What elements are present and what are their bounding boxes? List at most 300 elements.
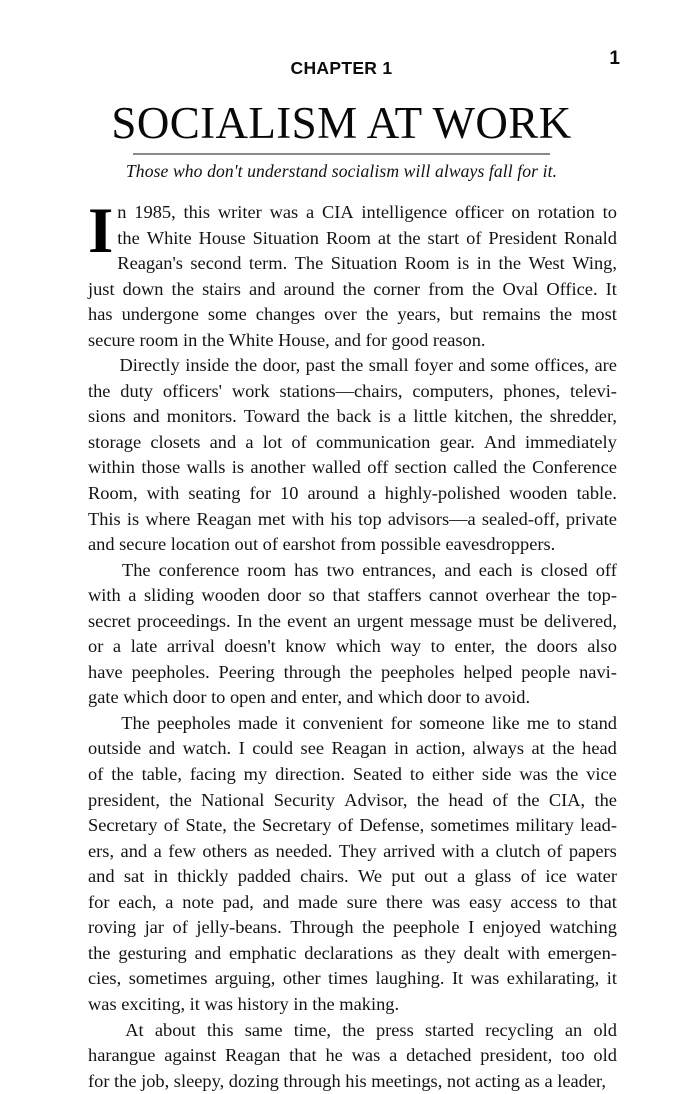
word: a — [165, 890, 173, 916]
word: at — [378, 226, 391, 252]
word: way — [390, 634, 421, 660]
word: me — [527, 711, 549, 737]
word: 10 — [280, 481, 298, 507]
word: in — [394, 736, 408, 762]
word: for — [88, 890, 109, 916]
word: around — [307, 481, 358, 507]
word: too — [561, 1043, 585, 1069]
word: in — [477, 251, 491, 277]
word: others — [202, 839, 247, 865]
word: few — [168, 839, 196, 865]
word: was — [432, 890, 461, 916]
word: is — [379, 404, 391, 430]
text-line — [88, 915, 617, 941]
word: intelligence — [361, 200, 447, 226]
word: has — [88, 302, 113, 328]
word: emergen- — [548, 941, 617, 967]
word: access — [510, 890, 557, 916]
word: White — [147, 226, 192, 252]
word: State, — [185, 813, 226, 839]
word: side — [482, 762, 512, 788]
word: through — [284, 660, 341, 686]
text-line — [88, 634, 617, 660]
word: out — [424, 864, 448, 890]
body-paragraph — [88, 711, 617, 1018]
word: the — [398, 226, 420, 252]
word: his — [330, 507, 351, 533]
word: and — [88, 864, 115, 890]
word: Directly — [119, 353, 179, 379]
word: Reagan — [196, 507, 251, 533]
word: my — [244, 762, 268, 788]
word: pad, — [223, 890, 254, 916]
word: the — [556, 762, 578, 788]
word: foyer — [414, 353, 453, 379]
word: so — [309, 583, 325, 609]
word: arrived — [383, 839, 435, 865]
word: Reagan's — [117, 251, 183, 277]
word: to — [557, 711, 571, 737]
word: direction. — [275, 762, 345, 788]
word: where — [145, 507, 190, 533]
word: sliding — [144, 583, 194, 609]
word: against — [164, 1043, 216, 1069]
word: navi- — [579, 660, 617, 686]
word: as — [254, 839, 269, 865]
word: and — [195, 941, 222, 967]
word: lot — [263, 430, 282, 456]
word: exhilarating, — [507, 966, 599, 992]
word: people — [521, 660, 570, 686]
word: CIA — [322, 200, 354, 226]
word: the — [557, 583, 579, 609]
word: a — [368, 481, 376, 507]
word: kitchen, — [454, 404, 513, 430]
word: president, — [88, 788, 160, 814]
word: was — [352, 1043, 381, 1069]
word: stations—chairs, — [279, 379, 402, 405]
word: of — [547, 839, 562, 865]
text-line: gate which door to open and enter, and which door to avoid. — [88, 685, 617, 711]
word: time, — [294, 1018, 331, 1044]
word: a — [245, 430, 253, 456]
word: this — [207, 1018, 234, 1044]
word: for — [250, 481, 271, 507]
word: Situation — [331, 251, 397, 277]
text-line — [88, 966, 617, 992]
paragraph-indent — [88, 1018, 114, 1044]
word: the — [505, 634, 527, 660]
text-line — [88, 736, 617, 762]
word: with — [147, 481, 180, 507]
word: called — [453, 455, 497, 481]
text-line — [88, 507, 617, 533]
text-line: and secure location out of earshot from possible eavesdroppers. — [88, 532, 617, 558]
word: arguing, — [215, 966, 275, 992]
word: off — [596, 558, 617, 584]
word: I — [468, 915, 474, 941]
text-line — [117, 226, 617, 252]
word: work — [232, 379, 270, 405]
word: a — [481, 839, 489, 865]
word: the — [366, 302, 388, 328]
word: walls — [187, 455, 226, 481]
word: each — [479, 558, 513, 584]
word: the — [111, 762, 133, 788]
word: In — [237, 609, 252, 635]
word: vice — [586, 762, 617, 788]
word: Advisor, — [344, 788, 407, 814]
word: We — [358, 864, 382, 890]
word: a — [398, 404, 406, 430]
text-line — [88, 1018, 617, 1044]
word: he — [325, 1043, 342, 1069]
word: most — [581, 302, 617, 328]
word: harangue — [88, 1043, 155, 1069]
body-paragraph — [88, 558, 617, 711]
word: I — [239, 736, 245, 762]
word: about — [155, 1018, 196, 1044]
word: action, — [416, 736, 466, 762]
word: know — [285, 634, 326, 660]
drop-cap: I — [88, 200, 117, 259]
word: televi- — [570, 379, 617, 405]
word: door, — [263, 353, 301, 379]
word: and — [249, 277, 276, 303]
word: the — [169, 788, 191, 814]
word: made — [298, 890, 338, 916]
word: on — [511, 200, 529, 226]
word: a — [113, 634, 121, 660]
word: term. — [249, 251, 287, 277]
word: of — [338, 813, 353, 839]
word: declarations — [304, 941, 393, 967]
word: At — [125, 1018, 143, 1044]
word: sometimes — [129, 966, 208, 992]
word: urgent — [357, 609, 404, 635]
word: Peering — [219, 660, 275, 686]
word: easy — [469, 890, 502, 916]
word: a — [457, 864, 465, 890]
word: a — [306, 200, 314, 226]
word: the — [235, 353, 257, 379]
word: stand — [578, 711, 617, 737]
word: President — [488, 226, 556, 252]
word: some — [208, 302, 247, 328]
word: either — [432, 762, 474, 788]
word: it — [285, 711, 295, 737]
text-line — [88, 609, 617, 635]
word: and — [133, 404, 160, 430]
word: to — [431, 634, 445, 660]
word: have — [88, 660, 123, 686]
word: also — [587, 634, 617, 660]
word: an — [333, 609, 350, 635]
word: was — [519, 762, 548, 788]
word: from — [428, 277, 464, 303]
text-line — [88, 558, 617, 584]
word: glass — [475, 864, 512, 890]
word: peepholes. — [132, 660, 210, 686]
word: undergone — [122, 302, 199, 328]
word: laughing. — [375, 966, 444, 992]
word: the — [594, 788, 616, 814]
word: doors — [537, 634, 578, 660]
word: Seated — [353, 762, 402, 788]
word: top — [358, 507, 382, 533]
word: watching — [550, 915, 617, 941]
word: room — [247, 558, 286, 584]
word: wooden — [509, 481, 567, 507]
word: with — [292, 507, 325, 533]
word: They — [339, 839, 377, 865]
word: Reagan — [331, 736, 386, 762]
word: are — [595, 353, 617, 379]
word: with — [88, 583, 121, 609]
word: within — [88, 455, 135, 481]
word: sure — [347, 890, 378, 916]
word: ers, — [88, 839, 114, 865]
word: needed. — [276, 839, 333, 865]
word: at — [531, 736, 544, 762]
word: someone — [419, 711, 484, 737]
word: be — [520, 609, 537, 635]
word: the — [417, 788, 439, 814]
word: Office. — [546, 277, 597, 303]
word: water — [576, 864, 617, 890]
word: communication — [316, 430, 430, 456]
word: 1985, — [134, 200, 175, 226]
word: Toward — [244, 404, 300, 430]
word: closets — [150, 430, 200, 456]
word: another — [250, 455, 305, 481]
word: highly-polished — [385, 481, 500, 507]
word: sat — [124, 864, 144, 890]
word: sions — [88, 404, 126, 430]
text-line — [117, 200, 617, 226]
word: table, — [142, 762, 182, 788]
text-line — [88, 762, 617, 788]
word: writer — [218, 200, 262, 226]
paragraph-indent — [88, 558, 114, 584]
word: emphatic — [229, 941, 296, 967]
word: the — [233, 813, 255, 839]
word: president, — [480, 1043, 552, 1069]
word: met — [258, 507, 286, 533]
word: of — [291, 430, 306, 456]
word: cies, — [88, 966, 121, 992]
text-line — [88, 404, 617, 430]
word: remains — [482, 302, 540, 328]
word: other — [283, 966, 321, 992]
word: is — [520, 558, 532, 584]
chapter-label: CHAPTER 1 — [0, 57, 683, 79]
word: roving — [88, 915, 136, 941]
paragraph-indent — [88, 711, 114, 737]
text-line — [88, 430, 617, 456]
word: Through — [290, 915, 353, 941]
word: storage — [88, 430, 141, 456]
text-line — [88, 379, 617, 405]
word: Room — [326, 226, 371, 252]
word: monitors. — [167, 404, 237, 430]
text-line — [88, 941, 617, 967]
word: gear. — [440, 430, 475, 456]
word: the — [88, 941, 110, 967]
word: Wing, — [572, 251, 617, 277]
word: walled — [312, 455, 361, 481]
word: Defense, — [359, 813, 424, 839]
word: and — [263, 890, 290, 916]
word: door — [267, 583, 301, 609]
word: times — [328, 966, 368, 992]
text-line — [88, 277, 617, 303]
word: House — [199, 226, 246, 252]
word: little — [413, 404, 447, 430]
text-line — [88, 839, 617, 865]
word: old — [593, 1043, 617, 1069]
text-line — [88, 711, 617, 737]
word: detached — [406, 1043, 471, 1069]
text-line: was exciting, it was history in the making. — [88, 992, 617, 1018]
word: the — [172, 277, 194, 303]
word: with — [442, 839, 475, 865]
word: this — [183, 200, 210, 226]
word: The — [121, 711, 150, 737]
word: outside — [88, 736, 141, 762]
word: the — [88, 379, 110, 405]
word: small — [369, 353, 409, 379]
word: the — [341, 353, 363, 379]
word: thickly — [177, 864, 228, 890]
text-line: for the job, sleepy, dozing through his meetings, not acting as a leader, — [88, 1069, 617, 1094]
word: to — [603, 200, 617, 226]
word: the — [117, 226, 139, 252]
word: second — [190, 251, 241, 277]
word: must — [478, 609, 514, 635]
body-paragraph — [88, 353, 617, 557]
word: The — [122, 558, 151, 584]
text-line — [88, 353, 617, 379]
word: same — [245, 1018, 283, 1044]
word: staffers — [368, 583, 422, 609]
body-paragraph — [88, 1018, 617, 1094]
word: put — [391, 864, 415, 890]
word: for — [391, 711, 412, 737]
word: the — [503, 455, 525, 481]
word: papers — [569, 839, 617, 865]
word: arrival — [167, 634, 215, 660]
word: It — [606, 277, 617, 303]
word: or — [88, 634, 103, 660]
page-title: SOCIALISM AT WORK — [109, 101, 573, 150]
word: And — [484, 430, 516, 456]
word: those — [141, 455, 180, 481]
word: note — [182, 890, 214, 916]
word: entrances, — [362, 558, 436, 584]
word: top- — [587, 583, 617, 609]
word: facing — [190, 762, 236, 788]
word: ice — [545, 864, 566, 890]
word: closed — [541, 558, 588, 584]
word: the — [307, 404, 329, 430]
word: is — [232, 455, 244, 481]
word: of — [164, 813, 179, 839]
word: past — [306, 353, 336, 379]
word: seating — [188, 481, 240, 507]
text-line — [88, 788, 617, 814]
word: that — [589, 890, 617, 916]
text-line — [88, 455, 617, 481]
word: and — [149, 736, 176, 762]
word: like — [492, 711, 520, 737]
word: duty — [120, 379, 153, 405]
word: dealt — [464, 941, 500, 967]
word: and — [444, 558, 471, 584]
word: was — [471, 966, 500, 992]
word: phones, — [503, 379, 560, 405]
word: down — [123, 277, 164, 303]
word: started — [425, 1018, 474, 1044]
word: an — [565, 1018, 582, 1044]
page-header — [0, 57, 683, 83]
word: proceedings. — [137, 609, 230, 635]
word: changes — [256, 302, 315, 328]
word: the — [258, 609, 280, 635]
word: but — [450, 302, 474, 328]
word: peephole — [393, 915, 459, 941]
word: was — [270, 200, 299, 226]
word: see — [301, 736, 324, 762]
word: peepholes — [381, 660, 455, 686]
page-number: 1 — [609, 48, 620, 70]
word: the — [342, 1018, 364, 1044]
word: to — [566, 890, 580, 916]
word: inside — [185, 353, 229, 379]
word: the — [499, 251, 521, 277]
word: enjoyed — [483, 915, 541, 941]
text-line — [88, 813, 617, 839]
word: jar — [145, 915, 164, 941]
word: there — [386, 890, 423, 916]
word: officer — [455, 200, 504, 226]
word: delivered, — [544, 609, 617, 635]
word: which — [336, 634, 381, 660]
word: chairs. — [300, 864, 349, 890]
word: over — [324, 302, 357, 328]
word: sealed-off, — [482, 507, 560, 533]
word: that — [289, 1043, 317, 1069]
word: padded — [238, 864, 291, 890]
body-text-column — [88, 200, 617, 1094]
word: cannot — [429, 583, 478, 609]
text-line — [88, 583, 617, 609]
paragraph-indent — [88, 353, 114, 379]
word: they — [424, 941, 456, 967]
word: The — [295, 251, 324, 277]
word: of — [493, 788, 508, 814]
word: computers, — [412, 379, 493, 405]
word: is — [457, 251, 469, 277]
word: shredder, — [550, 404, 617, 430]
word: Room, — [88, 481, 138, 507]
word: is — [127, 507, 139, 533]
word: watch. — [183, 736, 232, 762]
word: officers' — [163, 379, 222, 405]
word: corner — [373, 277, 420, 303]
word: each, — [118, 890, 156, 916]
word: years, — [397, 302, 440, 328]
